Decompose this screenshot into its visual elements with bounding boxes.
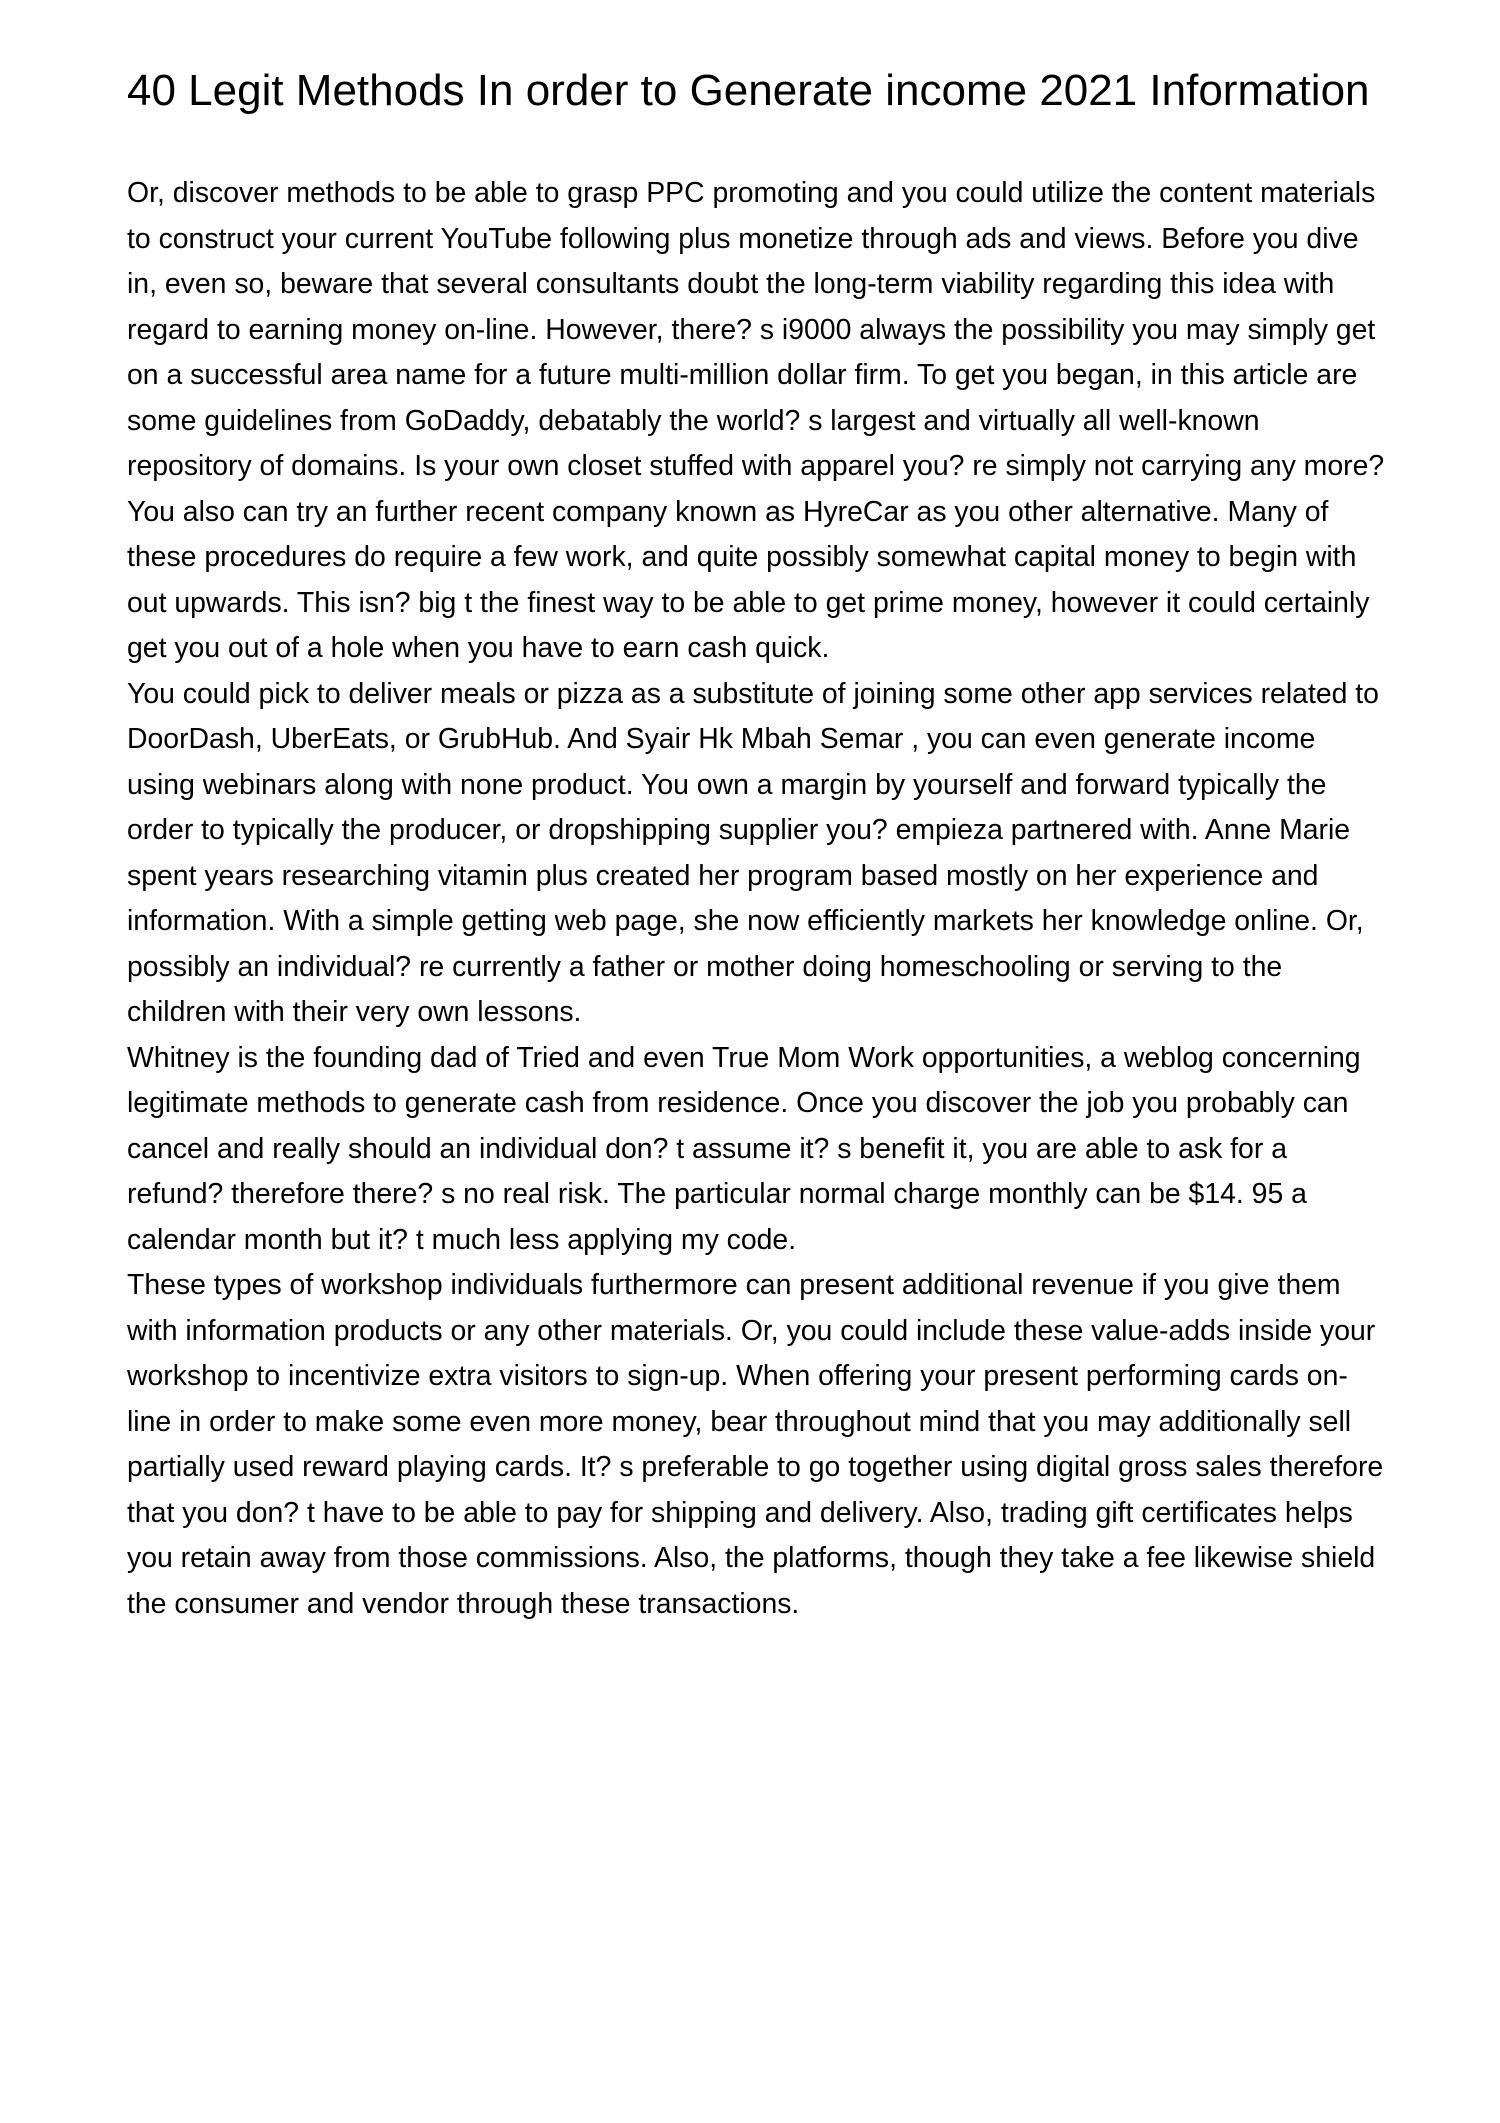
document-page (127, 68, 1387, 1627)
paragraph: You also can try an further recent company known as HyreCar as you other alternative. Many of these procedures do require a few work, and quite possibly somewhat capital money to begin with out upwards. This isn? big t the finest way to be able to get prime money, however it could certainly get you out of a hole when you have to earn cash quick. (127, 495, 1370, 664)
document-title: 40 Legit Methods In order to Generate income 2021 Information (127, 66, 1370, 115)
paragraph: Or, discover methods to be able to grasp PPC promoting and you could utilize the content materials to construct your current YouTube following plus monetize through ads and views. Before you dive in, even so, beware that several consultants doubt the long-term viability regarding this idea with regard to earning money on-line. However, there? s i9000 always the possibility you may simply get on a successful area name for a future multi-million dollar firm. To get you began, in this article are some guidelines from GoDaddy, debatably the world? s largest and virtually all well-known repository of domains. Is your own closet stuffed with apparel you? re simply not carrying any more? (127, 177, 1385, 482)
document-body (127, 171, 1387, 1627)
paragraph: Whitney is the founding dad of Tried and even True Mom Work opportunities, a weblog concerning legitimate methods to generate cash from residence. Once you discover the job you probably can cancel and really should an individual don? t assume it? s benefit it, you are able to ask for a refund? therefore there? s no real risk. The particular normal charge monthly can be $14. 95 a calendar month but it? t much less applying my code. (127, 1041, 1361, 1256)
paragraph: You could pick to deliver meals or pizza as a substitute of joining some other app services related to DoorDash, UberEats, or GrubHub. And Syair Hk Mbah Semar , you can even generate income using webinars along with none product. You own a margin by yourself and forward typically the order to typically the producer, or dropshipping supplier you? empieza partnered with. Anne Marie spent years researching vitamin plus created her program based mostly on her experience and information. With a simple getting web page, she now efficiently markets her knowledge online. Or, possibly an individual? re currently a father or mother doing homeschooling or serving to the children with their very own lessons. (127, 677, 1379, 1028)
paragraph: These types of workshop individuals furthermore can present additional revenue if you give them with information products or any other materials. Or, you could include these value-adds inside your workshop to incentivize extra visitors to sign-up. When offering your present performing cards on-line in order to make some even more money, bear throughout mind that you may additionally sell partially used reward playing cards. It? s preferable to go together using digital gross sales therefore that you don? t have to be able to pay for shipping and delivery. Also, trading gift certificates helps you retain away from those commissions. Also, the platforms, though they take a fee likewise shield the consumer and vendor through these transactions. (127, 1269, 1384, 1620)
